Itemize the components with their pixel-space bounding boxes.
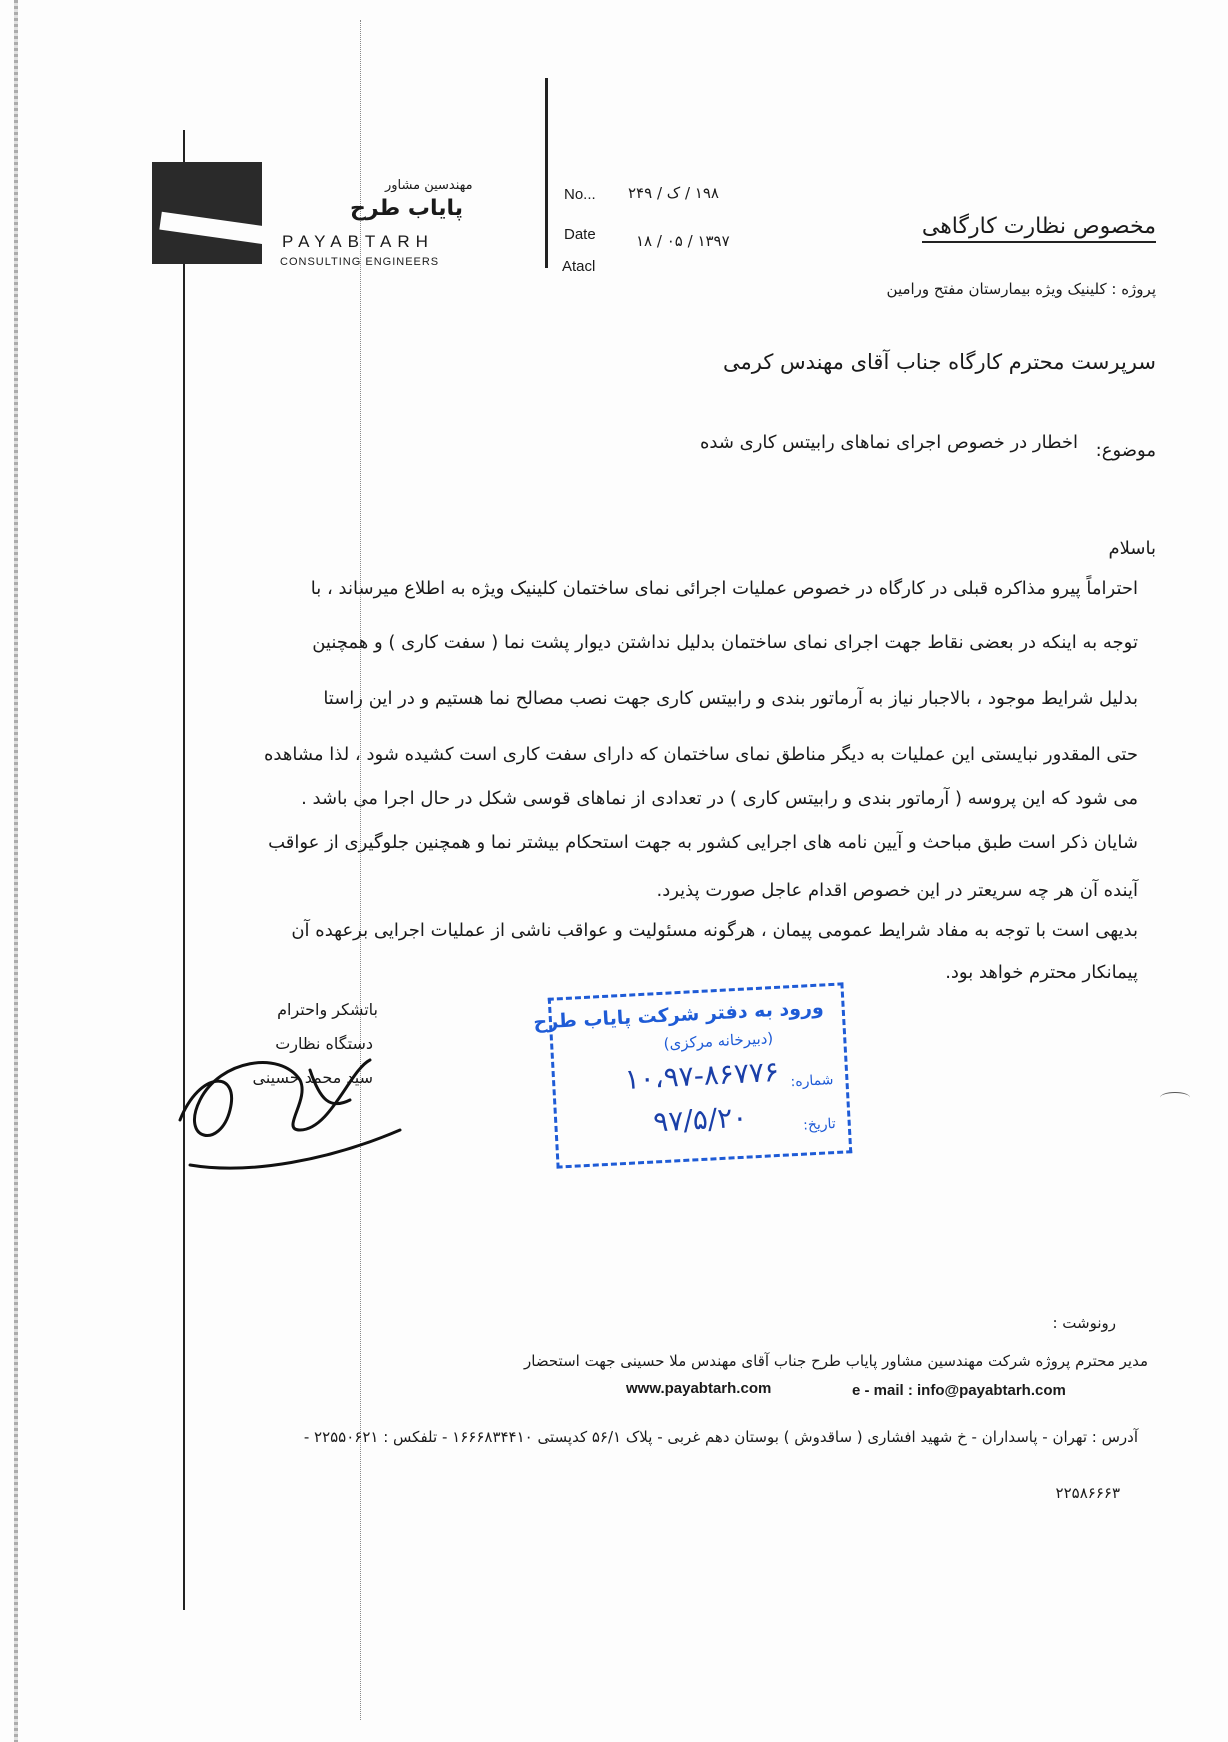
- no-label: No...: [564, 186, 596, 203]
- body-line: پیمانکار محترم خواهد بود.: [945, 962, 1138, 983]
- footer-phone2: ۲۲۵۸۶۶۶۳: [1055, 1484, 1120, 1502]
- footer-email[interactable]: e - mail : info@payabtarh.com: [852, 1382, 1066, 1399]
- body-line: شایان ذکر است طبق مباحث و آیین نامه های اجرایی کشور به جهت استحکام بیشتر نما و همچنین جلوگیری از عواقب: [268, 832, 1138, 853]
- stamp-number-label: شماره:: [790, 1072, 834, 1091]
- fold-line: [183, 130, 185, 1610]
- footer-address: آدرس : تهران - پاسداران - خ شهید افشاری ( ساقدوش ) بوستان دهم غربی - پلاک ۵۶/۱ کدپستی ۱۶۶۶۸۳۴۴۱۰ - تلفکس : ۲۲۵۵۰۶۲۱ -: [303, 1428, 1138, 1446]
- subject: اخطار در خصوص اجرای نماهای رابیتس کاری شده: [699, 432, 1078, 453]
- date-label: Date: [564, 226, 596, 243]
- recipient: سرپرست محترم کارگاه جناب آقای مهندس کرمی: [722, 350, 1156, 374]
- margin-mark: [1160, 1092, 1190, 1103]
- body-line: احتراماً پیرو مذاکره قبلی در کارگاه در خصوص عملیات اجرائی نمای ساختمان کلینیک ویژه به اطلاع میرساند ، با: [310, 578, 1138, 599]
- body-line: می شود که این پروسه ( آرماتور بندی و رابیتس کاری ) در تعدادی از نماهای قوسی شکل در حال اجرا می باشد .: [301, 788, 1138, 809]
- scan-edge: [14, 0, 18, 1742]
- header-divider: [545, 78, 548, 268]
- brand-subtitle: CONSULTING ENGINEERS: [280, 256, 440, 268]
- body-line: توجه به اینکه در بعضی نقاط جهت اجرای نمای ساختمان بدلیل نداشتن دیوار پشت نما ( سفت کاری ) و همچنین: [312, 632, 1138, 653]
- signature-image: [160, 1010, 420, 1180]
- stamp-number-value: ۱۰،۹۷-۸۶۷۷۶: [623, 1054, 780, 1096]
- stamp-date-label: تاریخ:: [802, 1115, 837, 1134]
- fold-dots: [360, 20, 361, 1720]
- brand-name-en: PAYABTARH: [282, 232, 434, 251]
- date-value: ۱۳۹۷ / ۰۵ / ۱۸: [636, 232, 730, 250]
- attach-label: Atacl: [562, 258, 596, 275]
- closing-department: دستگاه نظارت: [275, 1034, 373, 1053]
- classification: مخصوص نظارت کارگاهی: [922, 214, 1156, 243]
- no-value: ۱۹۸ / ک / ۲۴۹: [628, 184, 719, 202]
- stamp-date-value: ۹۷/۵/۲۰: [652, 1100, 749, 1139]
- company-logo: [152, 162, 262, 264]
- brand-small: مهندسین مشاور: [385, 178, 473, 193]
- body-line: بدیهی است با توجه به مفاد شرایط عمومی پیمان ، هرگونه مسئولیت و عواقب ناشی از عملیات اجرایی برعهده آن: [291, 920, 1138, 941]
- closing-signer: سید محمد حسینی: [252, 1068, 373, 1087]
- cc-line: مدیر محترم پروژه شرکت مهندسین مشاور پایاب طرح جناب آقای مهندس ملا حسینی جهت استحضار: [524, 1352, 1148, 1370]
- body-line: آینده آن هر چه سریعتر در این خصوص اقدام عاجل صورت پذیرد.: [656, 880, 1138, 901]
- stamp-subtitle: (دبیرخانه مرکزی): [663, 1029, 774, 1053]
- greeting: باسلام: [1108, 538, 1156, 559]
- subject-label: موضوع:: [1095, 440, 1156, 461]
- cc-label: رونوشت :: [1052, 1314, 1116, 1332]
- stamp-title: ورود به دفتر شرکت پایاب طرح: [532, 996, 825, 1034]
- brand-name-fa: پایاب طرح: [350, 196, 464, 221]
- body-line: حتی المقدور نبایستی این عملیات به دیگر مناطق نمای ساختمان که دارای سفت کاری است کشیده شود ، لذا مشاهده: [264, 744, 1138, 765]
- project-line: پروژه : کلینیک ویژه بیمارستان مفتح ورامین: [886, 280, 1156, 298]
- receipt-stamp: [532, 982, 853, 1168]
- footer-website[interactable]: www.payabtarh.com: [626, 1380, 772, 1397]
- closing-thanks: باتشکر واحترام: [277, 1000, 378, 1019]
- body-line: بدلیل شرایط موجود ، بالاجبار نیاز به آرماتور بندی و رابیتس کاری جهت نصب مصالح نما هستیم و در این راستا: [323, 688, 1138, 709]
